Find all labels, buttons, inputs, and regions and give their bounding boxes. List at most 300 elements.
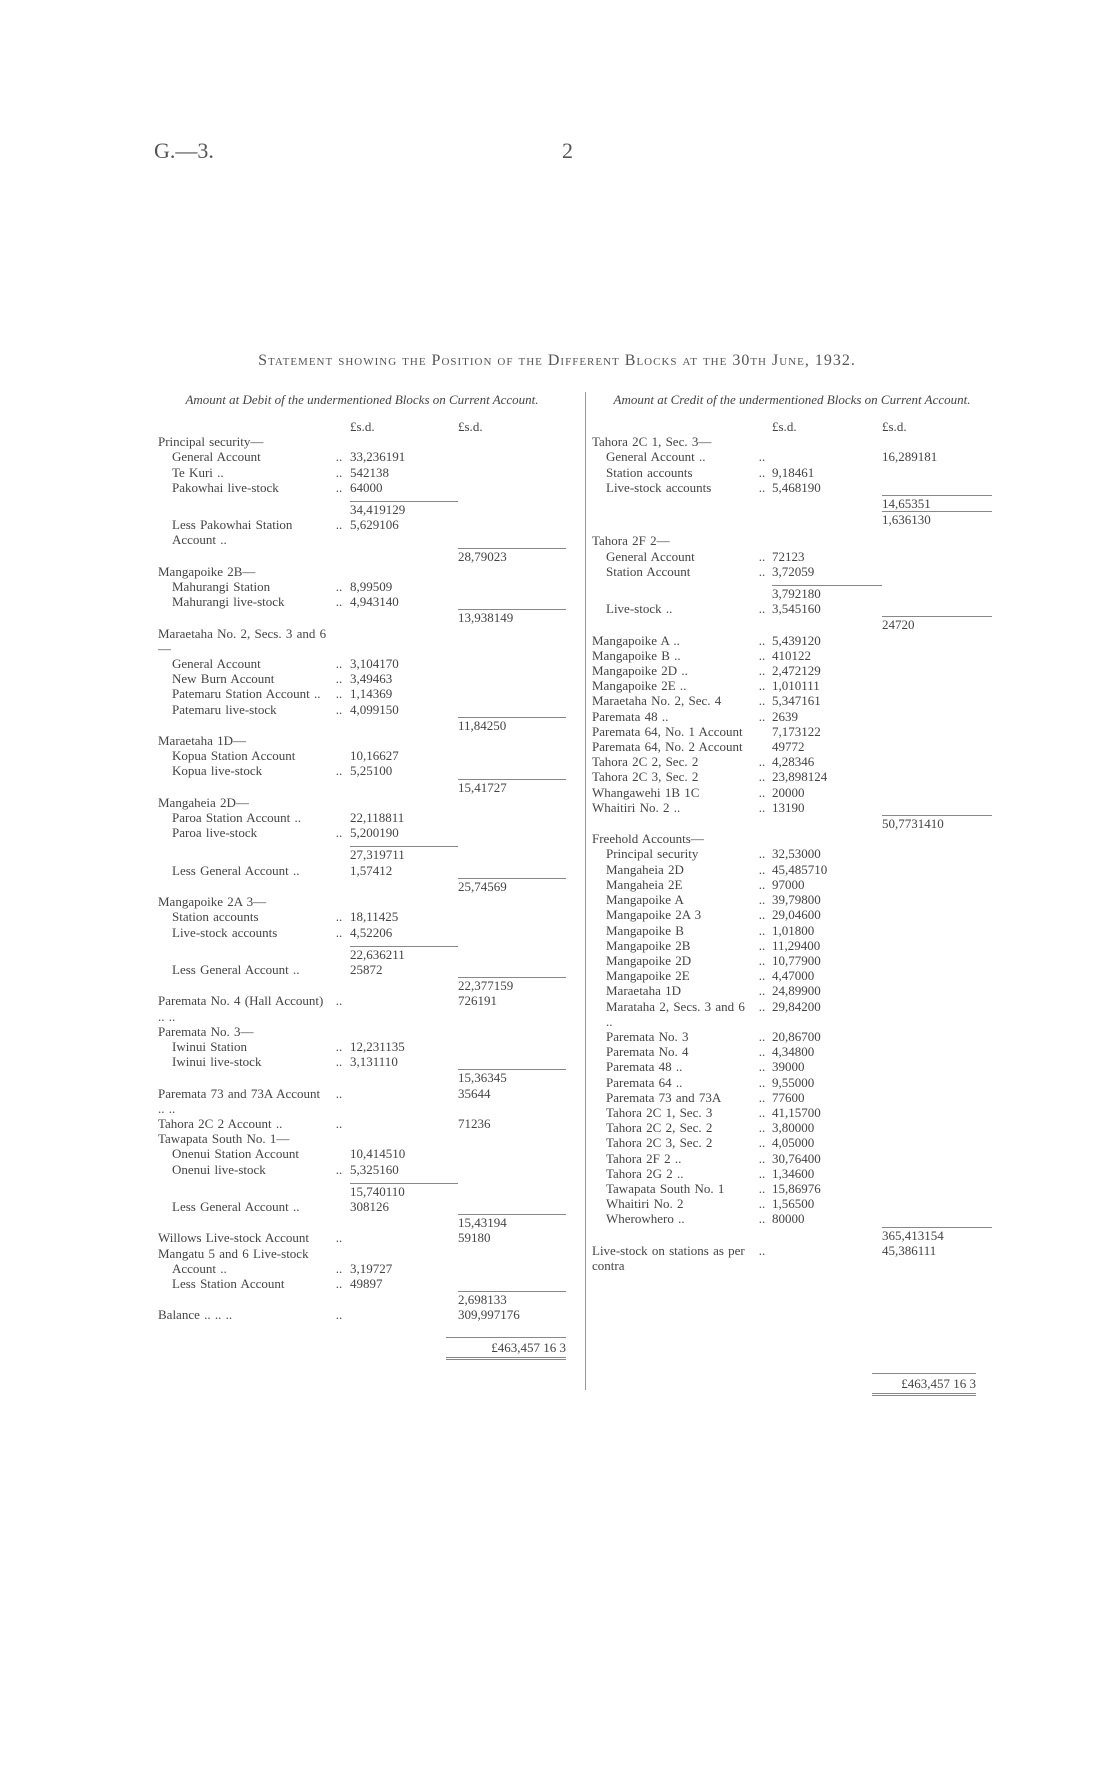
credit-amount-inner — [772, 1196, 882, 1211]
debit-row-label: Principal security— — [158, 434, 264, 450]
debit-amount-outer-pence: 9 — [506, 978, 514, 994]
credit-row — [592, 678, 992, 693]
debit-row-leader: .. — [335, 579, 343, 595]
debit-amount-inner-pence: 2 — [385, 862, 393, 878]
debit-amount-outer-pounds: 356 — [458, 1085, 478, 1101]
debit-amount-inner — [350, 1146, 458, 1161]
credit-amount-inner-shillings: 0 — [807, 892, 815, 908]
debit-row — [158, 702, 566, 717]
debit-row-label: Mahurangi live-stock — [172, 594, 285, 610]
credit-amount-inner-pounds: 3,792 — [772, 586, 802, 602]
credit-row — [592, 533, 992, 548]
credit-amount-inner — [772, 585, 882, 601]
debit-amount-inner — [350, 656, 458, 671]
credit-row-label: Paremata 64, No. 2 Account — [592, 739, 743, 755]
credit-amount-inner — [772, 1090, 882, 1105]
credit-row-label: Mangapoike 2B — [606, 937, 691, 953]
credit-amount-inner-shillings: 16 — [801, 601, 815, 617]
credit-amount-inner — [772, 983, 882, 998]
debit-amount-inner-pence: 9 — [385, 686, 393, 702]
credit-amount-inner-pounds: 45,485 — [772, 861, 808, 877]
debit-heading: Amount at Debit of the undermentioned Blocks on Current Account. — [185, 392, 539, 407]
credit-amount-inner — [772, 724, 882, 739]
debit-amount-outer-pence: 0 — [499, 717, 507, 733]
credit-amount-inner-pence: 2 — [804, 647, 811, 663]
credit-row — [592, 434, 992, 449]
debit-row-leader: .. — [335, 701, 343, 717]
debit-row-label: Balance .. .. .. — [158, 1307, 233, 1323]
credit-amount-inner-pounds: 11,294 — [772, 937, 808, 953]
debit-row — [158, 810, 566, 825]
debit-row — [158, 609, 566, 625]
debit-amount-inner — [350, 702, 458, 717]
credit-row — [592, 815, 992, 831]
debit-row-leader: .. — [335, 1038, 343, 1054]
debit-row — [158, 962, 566, 977]
debit-amount-inner-pounds: 8,995 — [350, 579, 380, 595]
credit-amount-inner-pence: 0 — [814, 479, 821, 495]
debit-amount-outer-pence: 7 — [500, 779, 507, 795]
debit-row — [158, 517, 566, 547]
credit-amount-inner-shillings: 0 — [801, 1135, 808, 1151]
credit-amount-inner — [772, 754, 882, 769]
credit-amount-inner — [772, 892, 882, 907]
debit-amount-outer-pence: 6 — [513, 1307, 520, 1323]
credit-row-leader: .. — [758, 952, 766, 968]
credit-amount-inner-shillings: 19 — [785, 799, 798, 815]
credit-amount-inner-pounds: 4,470 — [772, 968, 802, 984]
debit-amount-inner-pounds: 258 — [350, 961, 370, 977]
debit-amount-inner-pounds: 22,636 — [350, 946, 386, 962]
credit-row-leader: .. — [758, 1120, 766, 1136]
credit-amount-inner-pence: 2 — [798, 739, 805, 755]
debit-amount-outer-pounds: 15,363 — [458, 1070, 494, 1086]
credit-amount-inner-pounds: 776 — [772, 1089, 792, 1105]
debit-row-label: Tahora 2C 2 Account .. — [158, 1115, 283, 1131]
debit-amount-inner-shillings: 16 — [379, 1161, 393, 1177]
debit-amount-outer-pence: 9 — [500, 878, 507, 894]
debit-amount-inner — [350, 579, 458, 594]
credit-row-label: Whaitiri No. 2 — [606, 1196, 684, 1212]
credit-row-leader: .. — [758, 479, 766, 495]
credit-amount-inner-pence: 2 — [814, 723, 821, 739]
debit-row — [158, 846, 566, 862]
debit-row-label: New Burn Account — [172, 671, 275, 687]
debit-row-leader: .. — [335, 1161, 343, 1177]
debit-amount-inner-shillings: 6 — [379, 686, 386, 702]
debit-amount-inner-pence: 11 — [391, 810, 405, 826]
credit-amount-inner-pounds: 970 — [772, 876, 792, 892]
debit-row-label: Onenui Station Account — [172, 1146, 299, 1162]
credit-row — [592, 1029, 992, 1044]
debit-amount-outer-pounds: 309,997 — [458, 1307, 501, 1323]
debit-row-label: Paremata No. 3— — [158, 1023, 254, 1039]
debit-unit-s: s. — [356, 419, 365, 434]
credit-amount-inner-shillings: 0 — [791, 1059, 798, 1075]
credit-amount-inner — [772, 968, 882, 983]
credit-amount-inner — [772, 769, 882, 784]
credit-row-label: Mangapoike A .. — [592, 632, 680, 648]
credit-amount-outer — [882, 449, 992, 464]
credit-amount-inner-pence: 0 — [814, 998, 821, 1014]
debit-amount-inner — [350, 480, 458, 495]
debit-row — [158, 1261, 566, 1276]
debit-row-label: Maraetaha 1D— — [158, 733, 246, 749]
credit-row-leader: .. — [758, 1059, 766, 1075]
credit-amount-inner-pence: 0 — [814, 586, 821, 602]
credit-amount-inner-pence: 0 — [807, 1196, 815, 1212]
debit-row-leader: .. — [335, 449, 343, 465]
debit-amount-inner-pounds: 18,114 — [350, 909, 386, 925]
credit-amount-inner — [772, 1105, 882, 1120]
debit-row — [158, 594, 566, 609]
credit-row-leader: .. — [758, 784, 766, 800]
credit-amount-inner-shillings: 0 — [801, 1120, 808, 1136]
debit-amount-inner-pounds: 4,943 — [350, 594, 380, 610]
credit-amount-inner-pounds: 200 — [772, 784, 792, 800]
credit-amount-inner-pounds: 4,283 — [772, 754, 802, 770]
credit-amount-inner-shillings: 0 — [807, 1150, 815, 1166]
debit-unit-d: d. — [364, 419, 375, 434]
credit-amount-outer-shillings: 5 — [917, 496, 925, 512]
credit-unit-l: £ — [882, 419, 889, 434]
credit-amount-inner-shillings: 0 — [807, 952, 815, 968]
credit-row — [592, 1211, 992, 1226]
credit-row-leader: .. — [758, 799, 766, 815]
debit-amount-outer — [458, 779, 566, 795]
credit-row — [592, 769, 992, 784]
debit-amount-inner-shillings: 14 — [379, 594, 393, 610]
credit-amount-inner-pounds: 9,550 — [772, 1074, 802, 1090]
credit-amount-inner — [772, 1135, 882, 1150]
credit-row-label: Paremata 48 .. — [592, 708, 669, 724]
credit-row-label: Paremata No. 4 — [606, 1044, 689, 1060]
credit-row-label: Mangapoike A — [606, 892, 684, 908]
credit-amount-inner — [772, 663, 882, 678]
credit-row-leader: .. — [758, 754, 766, 770]
credit-row — [592, 633, 992, 648]
credit-row-label: Paremata No. 3 — [606, 1028, 689, 1044]
credit-row-label: Tawapata South No. 1 — [606, 1180, 725, 1196]
credit-unit-s: s. — [778, 419, 787, 434]
debit-amount-inner-shillings: 0 — [379, 763, 386, 779]
debit-amount-inner-pence: 7 — [376, 1275, 383, 1291]
debit-amount-outer-pounds: 59 — [458, 1230, 471, 1246]
credit-row-label: Wherowhero .. — [606, 1211, 685, 1227]
debit-amount-inner — [350, 846, 458, 862]
debit-row-label: Maraetaha No. 2, Secs. 3 and 6— — [158, 625, 327, 656]
credit-row-label: Tahora 2C 3, Sec. 2 — [606, 1135, 713, 1151]
credit-row-leader: .. — [758, 1150, 766, 1166]
credit-row — [592, 1166, 992, 1181]
debit-amount-outer-pounds: 13,938 — [458, 610, 494, 626]
credit-amount-inner-pence: 0 — [807, 1135, 815, 1151]
debit-amount-outer — [458, 548, 566, 564]
debit-amount-inner-pence: 11 — [392, 946, 405, 962]
credit-amount-inner-shillings: 0 — [801, 968, 808, 984]
credit-row-leader: .. — [758, 1028, 766, 1044]
debit-row — [158, 779, 566, 795]
debit-row-leader: .. — [335, 825, 343, 841]
debit-amount-inner-shillings: 0 — [379, 924, 386, 940]
debit-amount-outer-pounds: 2,698 — [458, 1292, 488, 1308]
debit-amount-inner-shillings: 7 — [385, 847, 393, 863]
credit-amount-outer-pounds: 50,773 — [882, 816, 918, 832]
debit-amount-inner-pence: 9 — [398, 502, 406, 518]
debit-amount-outer — [458, 1116, 566, 1131]
debit-amount-inner — [350, 863, 458, 878]
credit-row — [592, 862, 992, 877]
credit-amount-inner — [772, 1151, 882, 1166]
credit-amount-inner-pence: 0 — [814, 952, 821, 968]
debit-amount-inner-pounds: 640 — [350, 479, 370, 495]
credit-row-leader: .. — [758, 876, 766, 892]
credit-row — [592, 953, 992, 968]
debit-amount-inner — [350, 825, 458, 840]
credit-amount-outer-pounds: 365,413 — [882, 1227, 925, 1243]
credit-row-label: Mangaheia 2E — [606, 876, 683, 892]
debit-amount-inner-pounds: 5,251 — [350, 763, 380, 779]
credit-row — [592, 1135, 992, 1150]
credit-row — [592, 800, 992, 815]
credit-amount-outer-shillings: 13 — [911, 512, 925, 528]
debit-unit-l: £ — [458, 419, 465, 434]
credit-amount-inner — [772, 907, 882, 922]
credit-row-leader: .. — [758, 907, 766, 923]
debit-units-c2 — [458, 419, 566, 434]
debit-amount-inner-pence: 2 — [376, 961, 383, 977]
debit-amount-outer-pounds: 712 — [458, 1115, 478, 1131]
debit-amount-inner-shillings: 7 — [369, 961, 376, 977]
credit-amount-inner-shillings: 0 — [807, 1028, 815, 1044]
debit-row-leader: .. — [335, 517, 343, 533]
credit-amount-inner-pence: 0 — [798, 799, 805, 815]
debit-amount-inner-pounds: 5,629 — [350, 517, 380, 533]
debit-amount-inner-pence: 0 — [392, 1161, 399, 1177]
credit-amount-inner-shillings: 0 — [801, 1074, 808, 1090]
credit-amount-inner — [772, 800, 882, 815]
debit-amount-inner — [350, 465, 458, 480]
debit-row — [158, 579, 566, 594]
debit-amount-inner-pence: 9 — [385, 579, 393, 595]
debit-amount-inner — [350, 909, 458, 924]
debit-amount-outer — [458, 878, 566, 894]
credit-row-leader: .. — [758, 1074, 766, 1090]
debit-row-label: Willows Live-stock Account — [158, 1230, 309, 1246]
debit-amount-inner-pence: 0 — [392, 656, 399, 672]
debit-amount-inner-shillings: 5 — [385, 1146, 393, 1162]
debit-unit-d: d. — [472, 419, 483, 434]
credit-row — [592, 564, 992, 579]
credit-row — [592, 549, 992, 564]
debit-row — [158, 501, 566, 517]
debit-row-label: Tawapata South No. 1— — [158, 1131, 290, 1147]
credit-row — [592, 495, 992, 511]
credit-amount-inner — [772, 923, 882, 938]
credit-amount-inner-pence: 11 — [807, 678, 820, 694]
credit-amount-inner — [772, 953, 882, 968]
credit-amount-inner-pence: 0 — [814, 1028, 821, 1044]
credit-row-leader: .. — [758, 892, 766, 908]
debit-amount-inner — [350, 671, 458, 686]
debit-amount-outer-pence: 1 — [490, 993, 497, 1009]
credit-row-label: Freehold Accounts— — [592, 831, 704, 847]
debit-amount-inner — [350, 449, 458, 464]
credit-row-leader: .. — [758, 769, 766, 785]
credit-amount-inner-pence: 0 — [814, 1104, 821, 1120]
debit-amount-outer-shillings: 18 — [471, 1230, 484, 1246]
debit-amount-inner — [350, 810, 458, 825]
debit-amount-inner-shillings: 9 — [369, 1275, 376, 1291]
credit-row — [592, 693, 992, 708]
credit-row-leader: .. — [758, 563, 766, 579]
debit-row-leader: .. — [335, 993, 343, 1009]
debit-row-label: Less General Account .. — [172, 1198, 300, 1214]
debit-row-leader: .. — [335, 1115, 343, 1131]
credit-amount-inner-pounds: 24,899 — [772, 983, 808, 999]
credit-amount-inner — [772, 1044, 882, 1059]
credit-row — [592, 648, 992, 663]
credit-amount-inner — [772, 1029, 882, 1044]
credit-row — [592, 449, 992, 464]
credit-amount-outer-pence: 1 — [924, 496, 931, 512]
debit-amount-outer-pence: 9 — [506, 610, 514, 626]
debit-amount-inner-pounds: 15,740 — [350, 1183, 386, 1199]
credit-row-label: Principal security — [606, 846, 699, 862]
debit-row-label: Station accounts — [172, 909, 259, 925]
credit-amount-inner-shillings: 0 — [807, 1104, 815, 1120]
credit-row-leader: .. — [758, 983, 766, 999]
debit-amount-inner-shillings: 12 — [385, 502, 399, 518]
credit-row-label: Tahora 2C 2, Sec. 2 — [606, 1120, 713, 1136]
debit-amount-inner-pence: 5 — [398, 1038, 405, 1054]
credit-row-leader: .. — [758, 1135, 766, 1151]
credit-amount-inner — [772, 1166, 882, 1181]
debit-amount-outer-pounds: 15,431 — [458, 1215, 494, 1231]
credit-unit-d: d. — [896, 419, 907, 434]
debit-row-leader: .. — [335, 1275, 343, 1291]
credit-amount-inner-pence: 1 — [814, 693, 821, 709]
debit-row-label: Less General Account .. — [172, 961, 300, 977]
debit-amount-outer-pence: 0 — [484, 1230, 491, 1246]
debit-row — [158, 434, 566, 449]
credit-amount-inner-pounds: 410 — [772, 647, 792, 663]
credit-amount-inner — [772, 938, 882, 953]
debit-amount-inner-pence: 0 — [392, 701, 399, 717]
credit-column — [592, 392, 992, 1396]
debit-amount-inner — [350, 962, 458, 977]
debit-amount-outer-shillings: 15 — [493, 978, 507, 994]
debit-row-label: General Account — [172, 656, 261, 672]
credit-row-leader: .. — [758, 1211, 766, 1227]
credit-amount-inner — [772, 465, 882, 480]
debit-row — [158, 548, 566, 564]
debit-row — [158, 946, 566, 962]
credit-row — [592, 709, 992, 724]
credit-row — [592, 1105, 992, 1120]
debit-row-label: Mangatu 5 and 6 Live-stock — [158, 1245, 309, 1261]
debit-amount-inner-pounds: 5,325 — [350, 1161, 380, 1177]
debit-row-label: Less General Account .. — [172, 862, 300, 878]
credit-amount-inner — [772, 549, 882, 564]
debit-row — [158, 656, 566, 671]
debit-amount-inner-pence: 6 — [392, 517, 399, 533]
debit-amount-inner — [350, 1054, 458, 1069]
credit-amount-inner-pounds: 10,779 — [772, 952, 808, 968]
credit-amount-inner-pence: 6 — [814, 1180, 821, 1196]
credit-amount-inner-pence: 0 — [798, 784, 805, 800]
credit-row-label: Mangapoike 2D — [606, 952, 692, 968]
debit-amount-inner — [350, 594, 458, 609]
credit-row — [592, 1075, 992, 1090]
credit-amount-outer — [882, 1243, 992, 1258]
credit-row — [592, 923, 992, 938]
statement-title: Statement showing the Position of the Different Blocks at the 30th June, 1932. — [258, 352, 856, 369]
credit-row — [592, 480, 992, 495]
debit-amount-outer — [458, 609, 566, 625]
debit-row — [158, 717, 566, 733]
page-number: 2 — [562, 138, 573, 163]
credit-row — [592, 663, 992, 678]
credit-amount-inner — [772, 709, 882, 724]
debit-row-label: Less Station Account — [172, 1275, 285, 1291]
debit-amount-outer-pounds: 22,377 — [458, 978, 494, 994]
credit-amount-inner-shillings: 12 — [801, 723, 815, 739]
debit-amount-inner-pence: 8 — [382, 464, 389, 480]
credit-rows — [592, 419, 992, 1273]
credit-amount-inner-pounds: 3,800 — [772, 1120, 802, 1136]
debit-amount-inner-shillings: 2 — [385, 946, 393, 962]
credit-amount-inner-pence: 0 — [814, 632, 821, 648]
debit-row-label: Patemaru live-stock — [172, 701, 277, 717]
credit-row-label: Mangaheia 2D — [606, 861, 684, 877]
debit-units-c1 — [350, 419, 458, 434]
debit-amount-inner-pence: 0 — [376, 479, 383, 495]
debit-amount-outer — [458, 1307, 566, 1322]
credit-row-label: Mangapoike 2A 3 — [606, 907, 702, 923]
credit-amount-inner-pounds: 13 — [772, 799, 785, 815]
credit-amount-inner — [772, 846, 882, 861]
debit-row — [158, 449, 566, 464]
debit-amount-inner-shillings: 1 — [385, 1183, 392, 1199]
credit-row-leader: .. — [758, 846, 766, 862]
credit-row-label: Mangapoike B — [606, 922, 684, 938]
credit-row-label: Live-stock accounts — [606, 479, 712, 495]
credit-amount-inner-pence: 0 — [807, 1074, 815, 1090]
credit-amount-inner — [772, 1120, 882, 1135]
debit-row — [158, 878, 566, 894]
credit-amount-inner-pounds: 32,530 — [772, 846, 808, 862]
debit-amount-outer-pounds: 25,745 — [458, 878, 494, 894]
credit-amount-outer-pence: 10 — [930, 816, 944, 832]
debit-row-leader: .. — [335, 909, 343, 925]
credit-amount-inner-pence: 0 — [798, 1089, 805, 1105]
credit-row-label: General Account — [606, 548, 695, 564]
credit-amount-inner-pence: 0 — [814, 907, 821, 923]
debit-row — [158, 1024, 566, 1039]
debit-amount-inner-shillings: 1 — [379, 862, 386, 878]
credit-row-label: Paremata 73 and 73A — [606, 1089, 722, 1105]
debit-row — [158, 1131, 566, 1146]
debit-amount-inner-pence: 7 — [385, 1260, 393, 1276]
debit-amount-inner — [350, 1276, 458, 1291]
debit-row — [158, 626, 566, 656]
credit-amount-inner-pounds: 497 — [772, 739, 792, 755]
debit-amount-inner-pence: 6 — [385, 924, 393, 940]
debit-amount-inner-pounds: 542 — [350, 464, 370, 480]
debit-amount-inner-pounds: 3,494 — [350, 671, 380, 687]
debit-row-leader: .. — [335, 656, 343, 672]
